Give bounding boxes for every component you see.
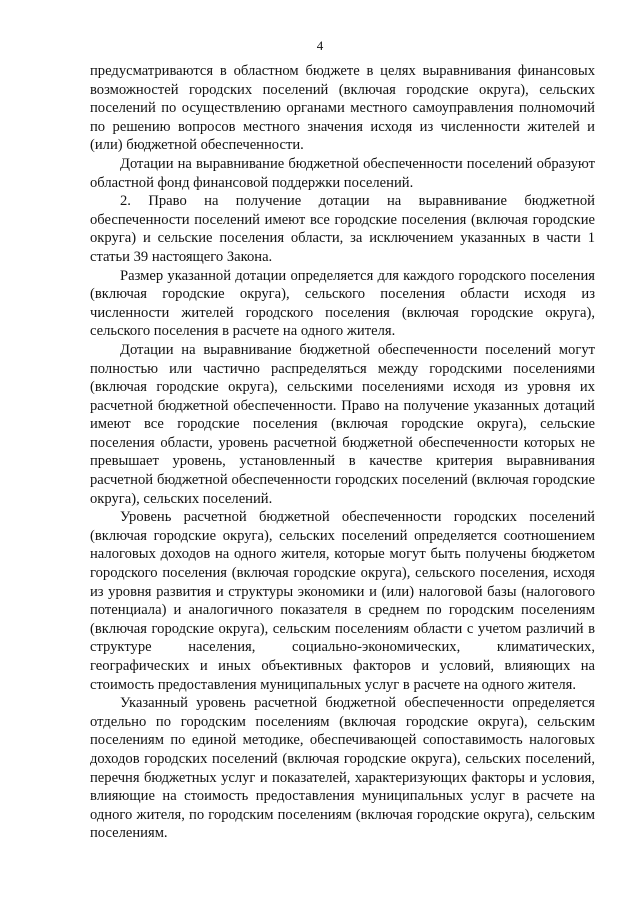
document-body [90, 62, 595, 843]
paragraph-methodology: Указанный уровень расчетной бюджетной обеспеченности определяется отдельно по городским поселениям (включая городские округа), сельским поселениям по единой методике, обеспечивающей сопоставимость налоговых доходов городских поселений (включая городские округа), сельских поселений, перечня бюджетных услуг и показателей, характеризующих факторы и условия, влияющие на стоимость предоставления муниципальных услуг в расчете на одного жителя, по городским поселениям (включая городские округа), сельским поселениям. [90, 695, 595, 842]
paragraph-provision-level: Уровень расчетной бюджетной обеспеченности городских поселений (включая городские округа), сельских поселений определяется соотношением налоговых доходов на одного жителя, которые могут быть получены бюджетом городского поселения (включая городские округа), сельского поселения, исходя из уровня развития и структуры экономики и (или) налоговой базы (налогового потенциала) и аналогичного показателя в среднем по городским поселениям (включая городские округа), сельским поселениям области с учетом различий в структуре населения, социально-экономических, климатических, географических и иных объективных факторов и условий, влияющих на стоимость предоставления муниципальных услуг в расчете на одного жителя. [90, 509, 595, 693]
paragraph-subsidy-distribution: Дотации на выравнивание бюджетной обеспеченности поселений могут полностью или частично распределяться между городскими поселениями (включая городские округа), сельскими поселениями исходя из уровня их расчетной бюджетной обеспеченности. Право на получение указанных дотаций имеют все городские поселения (включая городские округа), сельские поселения области, уровень расчетной бюджетной обеспеченности которых не превышает уровень, установленный в качестве критерия выравнивания расчетной бюджетной обеспеченности городских поселений (включая городские округа), сельских поселений. [90, 341, 595, 507]
paragraph-continuation: предусматриваются в областном бюджете в целях выравнивания финансовых возможностей городских поселений (включая городские округа), сельских поселений по осуществлению органами местного самоуправления полномочий по решению вопросов местного значения исходя из численности жителей и (или) бюджетной обеспеченности. [90, 63, 595, 154]
paragraph-item-2-right: 2. Право на получение дотации на выравнивание бюджетной обеспеченности поселений имеют все городские поселения (включая городские округа) и сельские поселения области, за исключением указанных в части 1 статьи 39 настоящего Закона. [90, 193, 595, 265]
page-number: 4 [316, 38, 324, 53]
paragraph-subsidies-fund: Дотации на выравнивание бюджетной обеспеченности поселений образуют областной фонд финансовой поддержки поселений. [90, 155, 595, 191]
paragraph-subsidy-size: Размер указанной дотации определяется для каждого городского поселения (включая городские округа), сельского поселения области исходя из численности жителей городского поселения (включая городские округа), сельского поселения в расчете на одного жителя. [90, 267, 595, 340]
